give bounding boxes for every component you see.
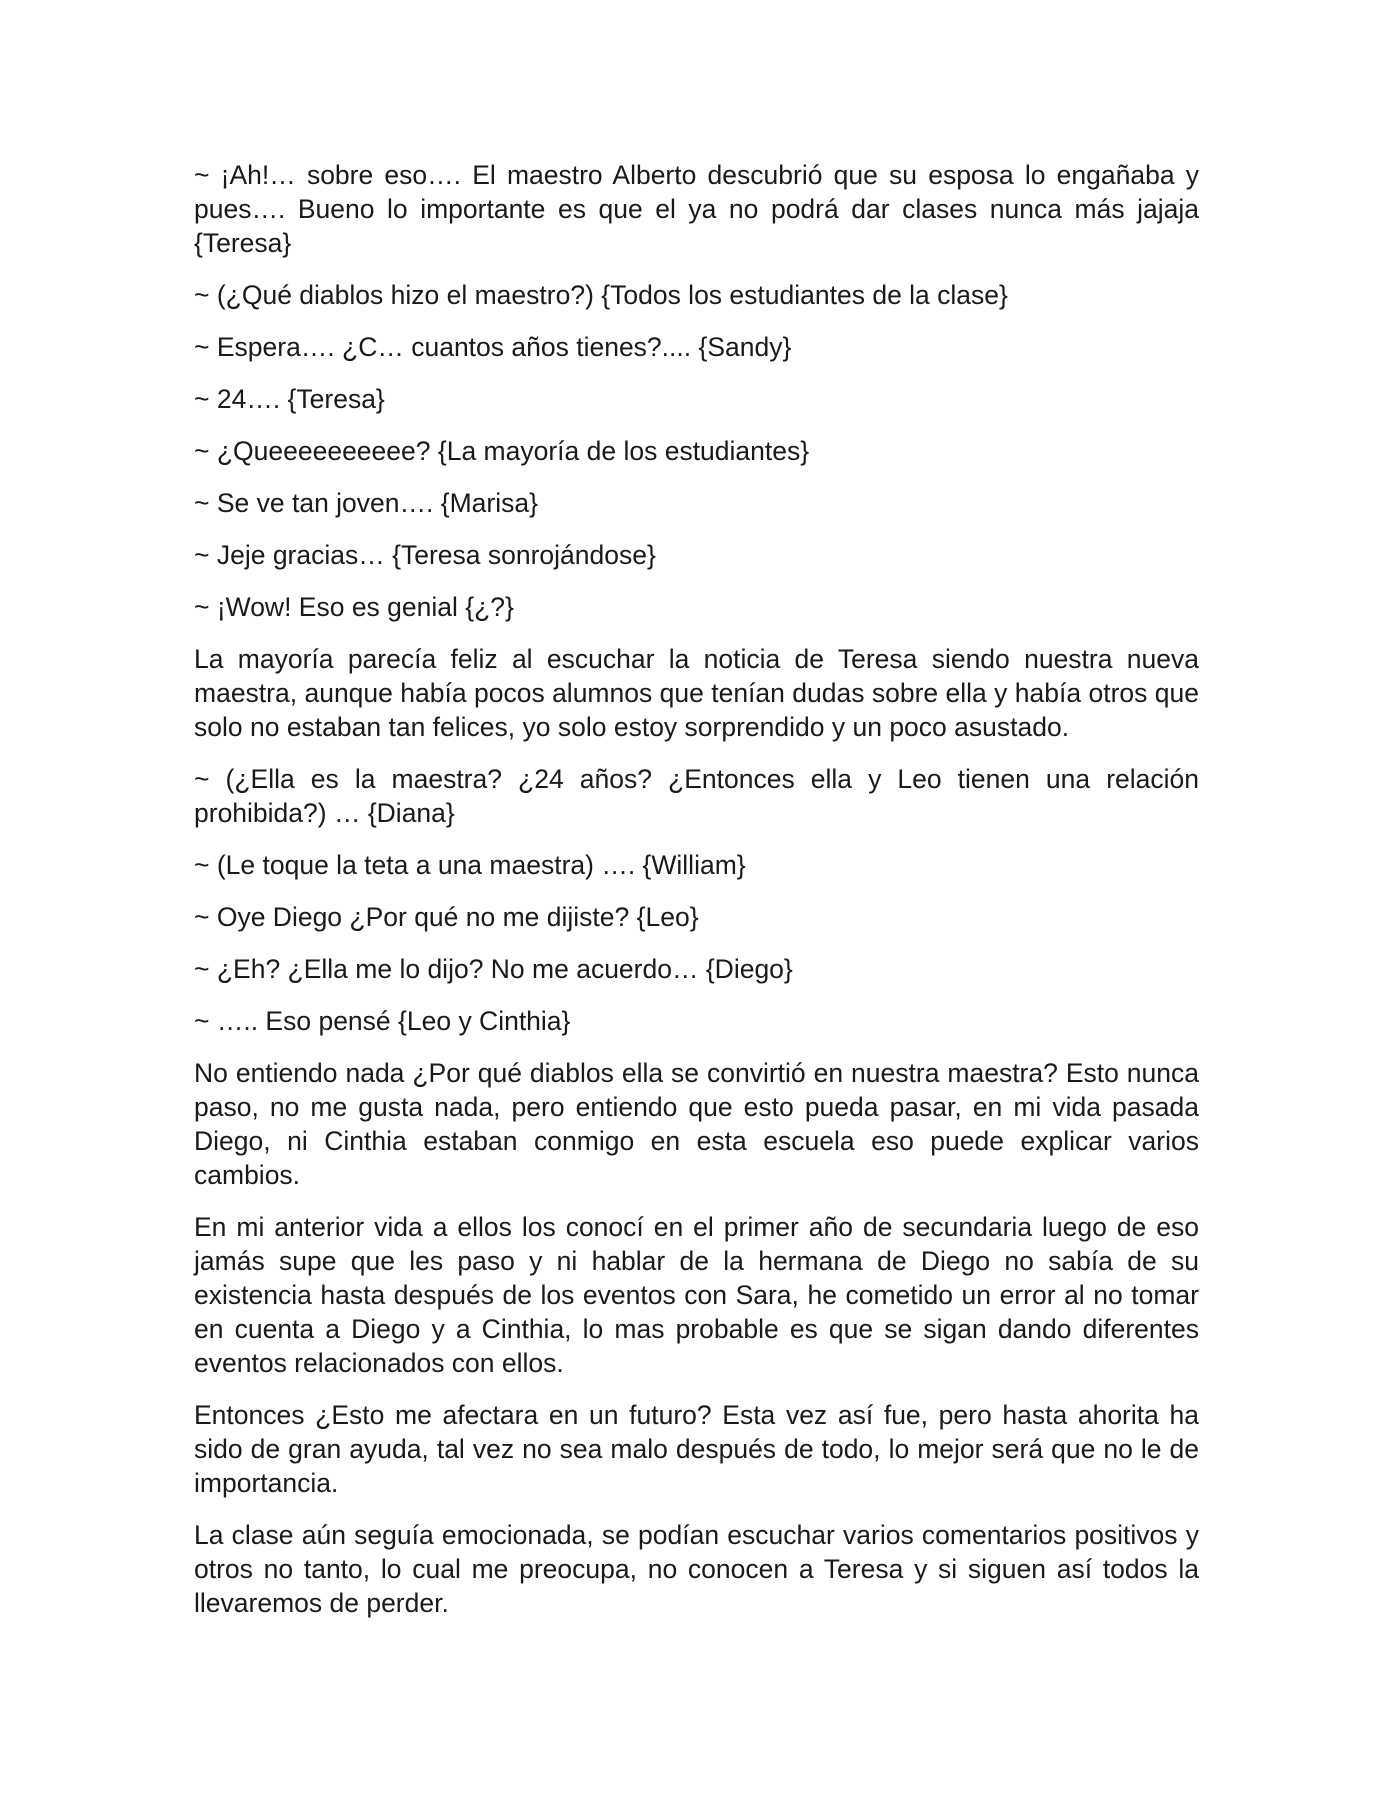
dialogue-line: ~ ¿Queeeeeeeeee? {La mayoría de los estudiantes}: [194, 436, 810, 466]
narration-paragraph: La mayoría parecía feliz al escuchar la noticia de Teresa siendo nuestra nueva maestra, aunque había pocos alumnos que tenían dudas sobre ella y había otros que solo no estaban tan felices, yo solo estoy sorprendido y un poco asustado.: [194, 644, 1199, 742]
dialogue-line: ~ ….. Eso pensé {Leo y Cinthia}: [194, 1006, 571, 1036]
dialogue-line: ~ ¡Wow! Eso es genial {¿?}: [194, 592, 514, 622]
dialogue-line: ~ Espera…. ¿C… cuantos años tienes?.... {Sandy}: [194, 332, 792, 362]
dialogue-line: ~ 24…. {Teresa}: [194, 384, 385, 414]
dialogue-line: ~ (Le toque la teta a una maestra) …. {William}: [194, 850, 746, 880]
dialogue-line: ~ Se ve tan joven…. {Marisa}: [194, 488, 538, 518]
dialogue-line: ~ Oye Diego ¿Por qué no me dijiste? {Leo}: [194, 902, 699, 932]
narration-paragraph: Entonces ¿Esto me afectara en un futuro? Esta vez así fue, pero hasta ahorita ha sido de gran ayuda, tal vez no sea malo después de todo, lo mejor será que no le de importancia.: [194, 1400, 1199, 1498]
dialogue-line: ~ ¡Ah!… sobre eso…. El maestro Alberto descubrió que su esposa lo engañaba y pues…. Bueno lo importante es que el ya no podrá dar clases nunca más jajaja {Teresa}: [194, 160, 1199, 258]
dialogue-line: ~ (¿Ella es la maestra? ¿24 años? ¿Entonces ella y Leo tienen una relación prohibida?) … {Diana}: [194, 764, 1199, 828]
dialogue-line: ~ (¿Qué diablos hizo el maestro?) {Todos los estudiantes de la clase}: [194, 280, 1008, 310]
narration-paragraph: La clase aún seguía emocionada, se podían escuchar varios comentarios positivos y otros no tanto, lo cual me preocupa, no conocen a Teresa y si siguen así todos la llevaremos de perder.: [194, 1520, 1199, 1618]
document-page: [194, 158, 1199, 1638]
dialogue-line: ~ ¿Eh? ¿Ella me lo dijo? No me acuerdo… {Diego}: [194, 954, 793, 984]
narration-paragraph: No entiendo nada ¿Por qué diablos ella se convirtió en nuestra maestra? Esto nunca paso, no me gusta nada, pero entiendo que esto pueda pasar, en mi vida pasada Diego, ni Cinthia estaban conmigo en esta escuela eso puede explicar varios cambios.: [194, 1058, 1199, 1190]
dialogue-line: ~ Jeje gracias… {Teresa sonrojándose}: [194, 540, 656, 570]
narration-paragraph: En mi anterior vida a ellos los conocí en el primer año de secundaria luego de eso jamás supe que les paso y ni hablar de la hermana de Diego no sabía de su existencia hasta después de los eventos con Sara, he cometido un error al no tomar en cuenta a Diego y a Cinthia, lo mas probable es que se sigan dando diferentes eventos relacionados con ellos.: [194, 1212, 1199, 1378]
